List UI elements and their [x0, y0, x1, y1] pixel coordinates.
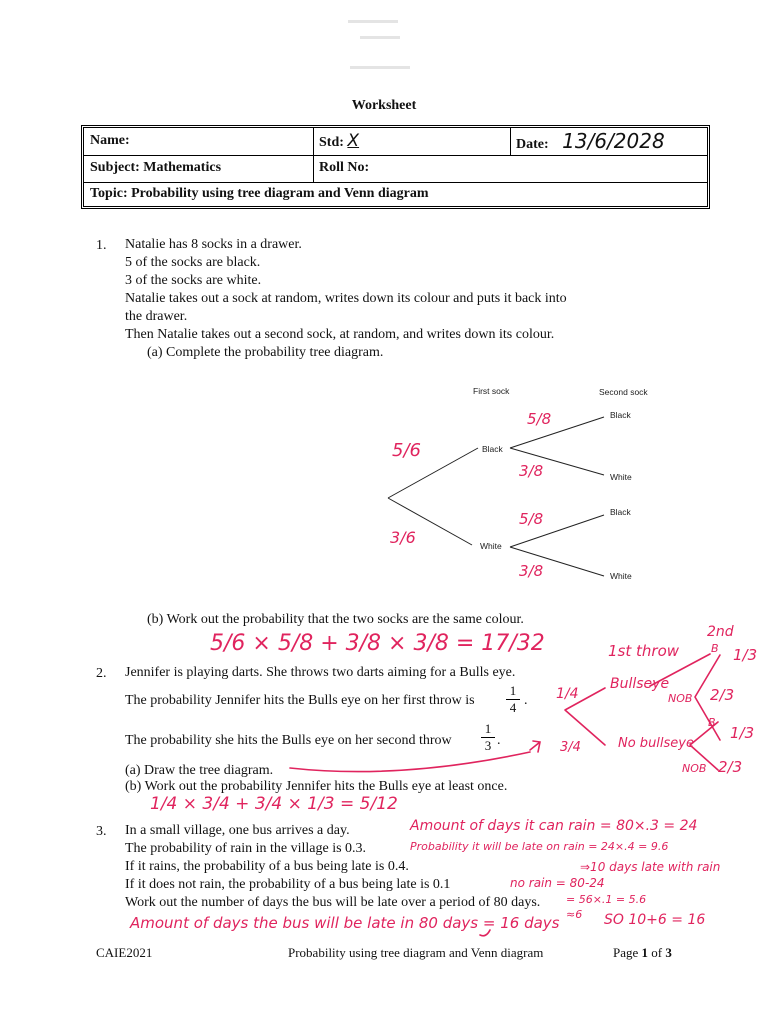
tree-leaf-black: Black: [610, 410, 631, 420]
q1-line: Then Natalie takes out a second sock, at random, and writes down its colour.: [125, 327, 555, 342]
tree-label-first-sock: First sock: [473, 386, 510, 396]
info-row-2: [84, 155, 707, 183]
info-row-1: [84, 128, 707, 156]
footer-center: Probability using tree diagram and Venn diagram: [288, 945, 544, 960]
hw-b-top: B: [711, 642, 719, 655]
q2-line-1: Jennifer is playing darts. She throws two darts aiming for a Bulls eye.: [125, 665, 516, 680]
q2-fraction-2: [481, 722, 495, 753]
info-table: [81, 125, 710, 209]
hw-second: 2nd: [707, 624, 734, 640]
tree-node-white: White: [480, 541, 502, 551]
q2-fraction-1: [506, 684, 520, 715]
frac-denominator: 4: [509, 700, 517, 715]
tree-leaf-white: White: [610, 571, 632, 581]
date-label: Date:: [516, 137, 549, 152]
page-total: 3: [665, 945, 672, 960]
q1-text: [125, 236, 567, 362]
q2-period: .: [524, 693, 528, 708]
q1-part-b: (b) Work out the probability that the two socks are the same colour.: [147, 612, 524, 627]
hw-q3-line: Probability it will be late on rain = 24×.4 = 9.6: [410, 840, 669, 853]
frac-denominator: 3: [484, 738, 492, 753]
q2-part-b: (b) Work out the probability Jennifer hits the Bulls eye at least once.: [125, 779, 508, 794]
hw-no-bullseye: No bullseye: [618, 736, 694, 751]
tree-leaf-white: White: [610, 472, 632, 482]
subject-label: Subject: Mathematics: [90, 160, 222, 175]
hw-b-bottom: B: [708, 716, 716, 729]
page-prefix: Page: [613, 945, 642, 960]
hw-q3-line: no rain = 80-24: [510, 876, 605, 890]
q3-line: In a small village, one bus arrives a day.: [125, 823, 350, 838]
q1-line: Natalie has 8 socks in a drawer.: [125, 237, 302, 252]
hw-fraction: 3/8: [519, 462, 544, 480]
tree-branch: [510, 417, 604, 448]
date-cell: [510, 128, 707, 155]
q3-line: If it does not rain, the probability of a bus being late is 0.1: [125, 877, 451, 892]
q3-text: [125, 822, 540, 912]
footer-left: CAIE2021: [96, 945, 153, 960]
hw-bullseye: Bullseye: [610, 676, 670, 692]
hw-three-quarters: 3/4: [560, 740, 581, 755]
hw-nob-bottom: NOB: [682, 762, 707, 775]
std-value: X: [347, 131, 360, 151]
q1-line: the drawer.: [125, 309, 188, 324]
frac-numerator: 1: [484, 721, 492, 736]
std-label: Std:: [319, 135, 344, 150]
hw-one-quarter: 1/4: [556, 686, 579, 702]
roll-cell: [313, 155, 707, 182]
hw-fraction: 5/8: [527, 410, 552, 428]
hw-fraction: 5/8: [519, 510, 544, 528]
hw-q2b-answer: 1/4 × 3/4 + 3/4 × 1/3 = 5/12: [150, 794, 398, 814]
hw-q3-line: SO 10+6 = 16: [604, 912, 706, 928]
frac-numerator: 1: [509, 683, 517, 698]
q2-number: 2.: [96, 666, 107, 681]
hw-two-thirds: 2/3: [718, 758, 743, 776]
q1-part-a: (a) Complete the probability tree diagram.: [147, 345, 384, 360]
q1-line: 5 of the socks are black.: [125, 255, 261, 270]
std-cell: [313, 128, 510, 155]
subject-cell: [84, 155, 313, 182]
hw-two-thirds: 2/3: [710, 686, 735, 704]
hw-nob-top: NOB: [668, 692, 693, 705]
q1-number: 1.: [96, 238, 107, 253]
topic-label: Topic: Probability using tree diagram and Venn diagram: [90, 186, 429, 201]
hw-one-third: 1/3: [730, 724, 755, 742]
q1-line: Natalie takes out a sock at random, writes down its colour and puts it back into: [125, 291, 567, 306]
name-cell: [84, 128, 313, 155]
hw-q3-line: ⇒10 days late with rain: [580, 860, 721, 874]
roll-label: Roll No:: [319, 160, 370, 175]
tree-label-second-sock: Second sock: [599, 387, 648, 397]
q3-line: If it rains, the probability of a bus being late is 0.4.: [125, 859, 409, 874]
hw-fraction: 5/6: [392, 440, 421, 461]
footer-page: [613, 945, 672, 961]
hw-q3-line: = 56×.1 = 5.6: [566, 893, 647, 906]
date-value: 13/6/2028: [562, 129, 665, 153]
q2-line-2: The probability Jennifer hits the Bulls eye on her first throw is: [125, 693, 475, 708]
topic-cell: [84, 182, 707, 206]
hw-first-throw: 1st throw: [608, 642, 680, 660]
ink-arrow-head: [530, 741, 540, 752]
info-row-3: [84, 182, 707, 206]
page-number: 1: [641, 945, 649, 960]
ink-arrow-line: [290, 752, 530, 772]
worksheet-title: Worksheet: [351, 98, 417, 113]
q1-tree-diagram: [360, 380, 690, 590]
q3-line: The probability of rain in the village is 0.3.: [125, 841, 367, 856]
q3-line: Work out the number of days the bus will be late over a period of 80 days.: [125, 895, 541, 910]
q2-part-a: (a) Draw the tree diagram.: [125, 763, 274, 778]
hw-q3-answer: Amount of days the bus will be late in 80 days = 16 days: [130, 914, 560, 932]
hw-q3-line: Amount of days it can rain = 80×.3 = 24: [410, 818, 698, 834]
q1-line: 3 of the socks are white.: [125, 273, 262, 288]
hw-q1b-answer: 5/6 × 5/8 + 3/8 × 3/8 = 17/32: [210, 631, 545, 656]
tree-leaf-black: Black: [610, 507, 631, 517]
q2-period: .: [497, 733, 501, 748]
tree-node-black: Black: [482, 444, 503, 454]
faint-header-marks: [330, 14, 440, 84]
q2-line-3: The probability she hits the Bulls eye on her second throw: [125, 733, 452, 748]
hw-one-third: 1/3: [733, 646, 758, 664]
hw-fraction: 3/8: [519, 562, 544, 580]
name-label: Name:: [90, 133, 130, 148]
page-mid: of: [648, 945, 666, 960]
hw-q3-line: ≈6: [566, 908, 583, 921]
q3-number: 3.: [96, 824, 107, 839]
hw-fraction: 3/6: [390, 528, 416, 547]
